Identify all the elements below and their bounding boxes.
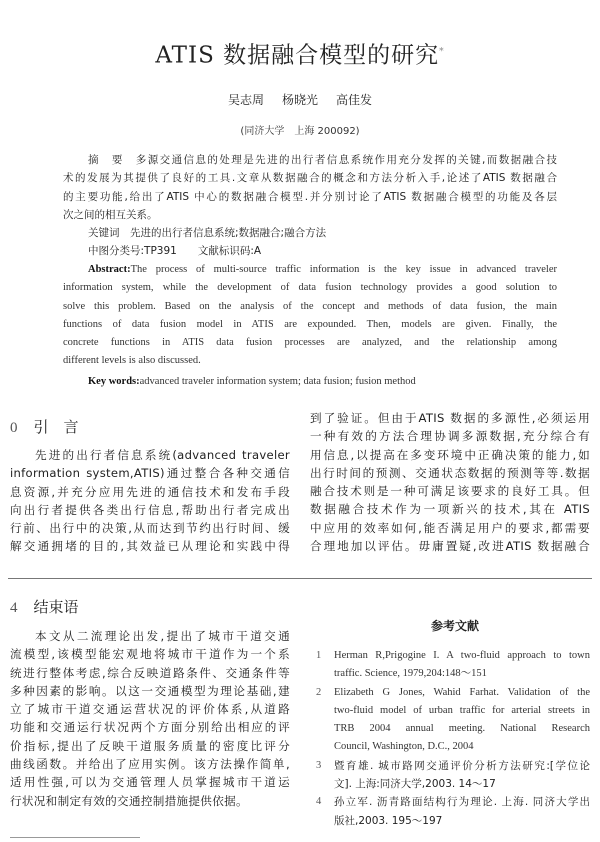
introduction-left-column [10, 446, 290, 556]
reference-number: 3 [316, 759, 322, 771]
body-line: 多种因素的影响。以这一交通模型为理论基础,建 [10, 683, 290, 698]
reference-line: Elizabeth G Jones, Wahid Farhat. Validation of the [334, 686, 590, 698]
reference-line: 文]. 上海:同济大学,2003. 14～17 [334, 778, 496, 791]
reference-line: TRB 2004 annual meeting. National Research [334, 723, 590, 735]
english-abstract [63, 261, 557, 391]
section-heading-introduction [10, 417, 290, 438]
author: 杨晓光 [281, 93, 318, 107]
reference-line: two-fluid model of urban traffic for arterial streets in [334, 704, 590, 716]
body-line: 到了验证。但由于ATIS 数据的多源性,必须运用 [310, 411, 590, 425]
author: 吴志周 [227, 93, 264, 107]
reference-item [310, 793, 590, 830]
body-line: 解交通拥堵的目的,其效益已从理论和实践中得 [10, 539, 290, 554]
section-number: 0 [10, 420, 18, 436]
section-title: 结束语 [33, 598, 79, 616]
body-line: 一种有效的方法合理协调多源数据,充分综合有 [310, 429, 590, 444]
reference-number: 1 [316, 650, 322, 661]
keywords-label: Key words: [88, 375, 140, 387]
body-line: 统进行整体考虑,综合反映道路条件、交通条件等 [10, 665, 290, 680]
reference-line: Council, Washington, D.C., 2004 [334, 741, 474, 753]
title-text: ATIS 数据融合模型的研究 [155, 42, 440, 69]
paper-title [0, 38, 600, 70]
authors [0, 92, 600, 108]
body-line: 先进的出行者信息系统(advanced traveler [35, 448, 290, 462]
reference-number: 4 [316, 796, 322, 808]
abstract-en-line: functions of data fusion model in ATIS are expounded. Then, models are given. Finally, the [63, 318, 557, 330]
abstract-en-line: solve this problem. Based on the analysis of the concept and methods of data fusion, the main [63, 300, 557, 312]
body-line: 用信息,以提高在多变环境中正确决策的能力,如 [310, 447, 590, 462]
reference-line: 暨育雄. 城市路网交通评价分析方法研究:[学位论 [334, 759, 590, 772]
body-line: 融合技术则是一种可满足该要求的良好工具。但 [310, 484, 590, 499]
chinese-abstract [63, 151, 557, 261]
body-line: 息资源,并充分应用先进的通信技术和发布手段 [10, 484, 290, 499]
body-line: 适用性强,可以为交通管理人员掌握城市干道运 [10, 775, 290, 790]
body-line: 功能和交通运行状况两个方面分别给出相应的评 [10, 720, 290, 735]
reference-list [310, 647, 590, 830]
abstract-en-text: The process of multi-source traffic information is the key issue in advanced traveler [130, 264, 557, 275]
abstract-line: 术的发展为其提供了良好的工具.文章从数据融合的概念和方法分析入手,论述了ATIS 数据融合 [63, 172, 557, 185]
keywords-zh: 关键词 先进的出行者信息系统;数据融合;融合方法 [88, 227, 327, 240]
body-line: 曲线函数。并给出了应用实例。该方法操作简单, [10, 757, 290, 772]
body-line: 数据融合技术作为一项新兴的技术,其在 ATIS [310, 502, 590, 517]
reference-item [310, 684, 590, 757]
footnote-rule [10, 837, 140, 838]
abstract-line: 的主要功能,给出了ATIS 中心的数据融合模型.并分别讨论了ATIS 数据融合模型的功能及各层 [63, 190, 557, 203]
body-line: 本文从二流理论出发,提出了城市干道交通 [35, 629, 290, 643]
body-line: 流模型,该模型能宏观地将城市干道作为一个系 [10, 647, 290, 662]
conclusion-text [10, 627, 290, 810]
page-break-divider [8, 578, 592, 579]
body-line: 价指标,提出了反映干道服务质量的密度比评分 [10, 738, 290, 753]
introduction-right-column [310, 409, 590, 555]
reference-number: 2 [316, 686, 322, 698]
references-heading: 参考文献 [430, 619, 479, 633]
abstract-line: 摘 要 多源交通信息的处理是先进的出行者信息系统作用充分发挥的关键,而数据融合技 [88, 154, 557, 166]
abstract-en-line: concrete functions in ATIS data fusion processes are analyzed, and the relationship among [63, 337, 557, 349]
abstract-en-line: information system, while the development of data fusion technology provides a good solution to [63, 282, 557, 294]
body-line: 中应用的效率如何,能否满足用户的要求,都需要 [310, 520, 590, 535]
reference-item [310, 757, 590, 794]
abstract-en-line: different levels is also discussed. [63, 355, 201, 367]
body-line: 出行时间的预测、交通状态数据的预测等等.数据 [310, 465, 590, 480]
body-line: 行前、出行中的决策,从而达到节约出行时间、缓 [10, 521, 290, 536]
body-line: 合理地加以评估。毋庸置疑,改进ATIS 数据融合 [310, 539, 590, 554]
keywords-en-text: advanced traveler information system; data fusion; fusion method [139, 375, 416, 387]
reference-line: 孙立军. 沥青路面结构行为理论. 上海. 同济大学出 [334, 796, 590, 809]
abstract-en-line [63, 261, 557, 279]
section-title: 引 言 [33, 418, 79, 436]
abstract-label: Abstract: [88, 264, 131, 275]
affiliation: (同济大学 上海 200092) [240, 126, 360, 137]
body-line: 向出行者提供各类出行信息,帮助出行者完成出 [10, 502, 290, 517]
section-heading-conclusion [10, 597, 290, 618]
body-line: 立了城市干道交通运营状况的评价体系,从道路 [10, 702, 290, 717]
reference-line: 版社,2003. 195～197 [334, 814, 443, 827]
abstract-line: 次之间的相互关系。 [63, 208, 158, 221]
reference-line: Herman R,Prigogine I. A two-fluid approach to town [334, 650, 590, 661]
author: 高佳发 [336, 93, 373, 107]
body-line: information system,ATIS)通过整合各种交通信 [10, 466, 290, 481]
footnote-mark: * [439, 47, 445, 57]
reference-line: traffic. Science, 1979,204:148～151 [334, 668, 487, 680]
section-number: 4 [10, 600, 18, 616]
keywords-en [63, 373, 557, 391]
classification: 中图分类号:TP391 文献标识码:A [88, 245, 262, 258]
reference-item [310, 647, 590, 684]
body-line: 行状况和制定有效的交通控制措施提供依据。 [10, 793, 248, 808]
